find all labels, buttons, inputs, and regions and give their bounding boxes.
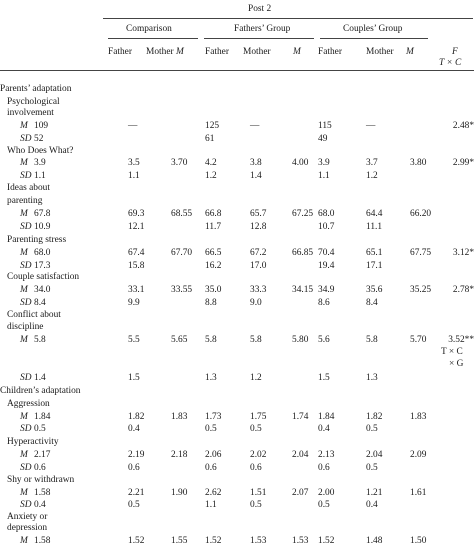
table-cell: 67.25: [292, 209, 314, 219]
label-couple: Couple satisfaction: [7, 272, 80, 282]
table-cell: 67.2: [250, 248, 267, 258]
table-cell: 3.8: [250, 158, 262, 168]
table-cell: 66.85: [292, 248, 314, 258]
table-cell: 2.00: [318, 488, 335, 498]
table-cell: 0.4: [318, 424, 330, 434]
table-cell: 0.5: [34, 424, 46, 434]
col-father-2: Father: [205, 47, 229, 57]
table-cell: 4.00: [292, 158, 309, 168]
table-cell: 3.12*: [452, 248, 474, 258]
table-cell: 5.80: [292, 335, 309, 345]
stat-sd: SD: [20, 373, 32, 383]
table-cell: 3.52**: [448, 335, 474, 345]
table-cell: 3.9: [34, 158, 46, 168]
table-cell: 1.83: [171, 412, 188, 422]
section-parents: Parents’ adaptation: [0, 84, 72, 94]
table-cell: 34.9: [318, 285, 335, 295]
stat-sd: SD: [20, 134, 32, 144]
table-cell: 65.7: [250, 209, 267, 219]
table-cell: 8.4: [366, 298, 378, 308]
table-cell: 1.52: [318, 536, 335, 546]
stat-m: M: [20, 158, 28, 168]
table-cell: 66.5: [205, 248, 222, 258]
table-cell: 65.1: [366, 248, 383, 258]
table-cell: 2.18: [171, 450, 188, 460]
label-stress: Parenting stress: [7, 235, 67, 245]
table-cell: 1.82: [128, 412, 145, 422]
stat-sd: SD: [20, 424, 32, 434]
label-who-does: Who Does What?: [7, 146, 74, 156]
table-cell: 1.75: [250, 412, 267, 422]
table-cell: 8.6: [318, 298, 330, 308]
table-cell: 67.4: [128, 248, 145, 258]
stat-sd: SD: [20, 500, 32, 510]
table-cell: 0.5: [366, 463, 378, 473]
table-cell: —: [366, 121, 376, 131]
col-mother-1: Mother: [146, 47, 174, 57]
stat-sd: SD: [20, 261, 32, 271]
table-cell: 66.20: [410, 209, 432, 219]
col-father-3: Father: [318, 47, 342, 57]
table-cell: 61: [205, 134, 215, 144]
stat-m: M: [20, 248, 28, 258]
table-cell: 2.19: [128, 450, 145, 460]
table-cell: 1.1: [205, 500, 217, 510]
col-m-2: M: [293, 47, 301, 57]
stat-sd: SD: [20, 463, 32, 473]
table-cell: 11.1: [366, 222, 383, 232]
table-cell: 1.1: [34, 171, 46, 181]
table-cell: 5.5: [128, 335, 140, 345]
col-father-1: Father: [108, 47, 132, 57]
table-cell: 9.0: [250, 298, 262, 308]
table-cell: 52: [34, 134, 44, 144]
group-rule-fathers: [204, 38, 314, 39]
table-cell: 3.80: [410, 158, 427, 168]
table-cell: 9.9: [128, 298, 140, 308]
group-comparison: Comparison: [126, 24, 172, 34]
table-cell: 34.15: [292, 285, 314, 295]
table-cell: 1.2: [366, 171, 378, 181]
label-conflict-1: Conflict about: [7, 310, 61, 320]
table-cell: 2.78*: [452, 285, 474, 295]
table-cell: 1.90: [171, 488, 188, 498]
table-cell: 1.58: [34, 488, 51, 498]
group-rule-couples: [320, 38, 428, 39]
table-cell: 1.51: [250, 488, 267, 498]
stat-sd: SD: [20, 298, 32, 308]
table-cell: 2.09: [410, 450, 427, 460]
table-cell: 12.1: [128, 222, 145, 232]
table-cell: 33.1: [128, 285, 145, 295]
table-cell: —: [128, 121, 138, 131]
table-cell: 33.55: [171, 285, 193, 295]
table-cell: 1.21: [366, 488, 383, 498]
table-cell: 1.73: [205, 412, 222, 422]
table-cell: 2.02: [250, 450, 267, 460]
table-cell: 1.1: [318, 171, 330, 181]
table-cell: 0.5: [205, 424, 217, 434]
stat-sd: SD: [20, 222, 32, 232]
label-conflict-2: discipline: [7, 322, 44, 332]
table-cell: 115: [318, 121, 332, 131]
table-cell: 2.17: [34, 450, 51, 460]
table-cell: 5.70: [410, 335, 427, 345]
table-cell: 35.0: [205, 285, 222, 295]
label-ideas-1: Ideas about: [7, 183, 50, 193]
table-cell: 1.50: [410, 536, 427, 546]
table-cell: 0.4: [128, 424, 140, 434]
table-cell: 1.5: [128, 373, 140, 383]
table-cell: 0.5: [250, 424, 262, 434]
group-couples: Couples’ Group: [343, 24, 403, 34]
col-mother-2: Mother: [243, 47, 271, 57]
table-cell: 17.0: [250, 261, 267, 271]
table-cell: 5.65: [171, 335, 188, 345]
section-children: Children’s adaptation: [0, 386, 81, 396]
label-anx-2: depression: [7, 523, 48, 533]
table-cell: 69.3: [128, 209, 145, 219]
label-aggression: Aggression: [7, 399, 50, 409]
table-cell: 0.6: [250, 463, 262, 473]
stat-m: M: [20, 536, 28, 546]
table-cell: 2.13: [318, 450, 335, 460]
table-cell: 5.8: [205, 335, 217, 345]
stat-m: M: [20, 335, 28, 345]
table-cell: 1.53: [292, 536, 309, 546]
table-cell: 0.6: [34, 463, 46, 473]
conflict-ftest-extra-1: T × C: [441, 347, 463, 357]
table-cell: 1.3: [205, 373, 217, 383]
stat-m: M: [20, 121, 28, 131]
table-cell: 67.70: [171, 248, 193, 258]
timepoint-header: Post 2: [248, 4, 272, 14]
table-cell: 1.48: [366, 536, 383, 546]
table-cell: 1.82: [366, 412, 383, 422]
table-cell: 0.5: [128, 500, 140, 510]
table-cell: 35.6: [366, 285, 383, 295]
table-cell: 1.2: [250, 373, 262, 383]
table-cell: 3.70: [171, 158, 188, 168]
table-cell: 34.0: [34, 285, 51, 295]
label-psych-2: involvement: [7, 108, 54, 118]
label-psych-1: Psychological: [7, 97, 60, 107]
table-cell: 2.04: [366, 450, 383, 460]
table-cell: 125: [205, 121, 220, 131]
header-bottom-rule: [0, 70, 474, 71]
table-cell: 4.2: [205, 158, 217, 168]
table-cell: 35.25: [410, 285, 432, 295]
table-cell: 1.84: [318, 412, 335, 422]
table-cell: 2.07: [292, 488, 309, 498]
table-cell: 0.5: [318, 500, 330, 510]
table-cell: 1.58: [34, 536, 51, 546]
table-cell: 68.55: [171, 209, 193, 219]
label-anx-1: Anxiety or: [7, 512, 48, 522]
table-cell: 5.8: [34, 335, 46, 345]
table-cell: 5.8: [366, 335, 378, 345]
table-cell: 33.3: [250, 285, 267, 295]
col-m-3: M: [406, 47, 414, 57]
table-cell: 64.4: [366, 209, 383, 219]
table-cell: 109: [34, 121, 49, 131]
table-cell: 66.8: [205, 209, 222, 219]
table-cell: 1.52: [205, 536, 222, 546]
table-cell: 1.84: [34, 412, 51, 422]
table-cell: 8.8: [205, 298, 217, 308]
table-cell: 1.61: [410, 488, 427, 498]
table-cell: 0.5: [250, 500, 262, 510]
stat-m: M: [20, 488, 28, 498]
conflict-ftest-extra-2: × G: [449, 359, 464, 369]
table-cell: 3.9: [318, 158, 330, 168]
table-cell: 1.52: [128, 536, 145, 546]
table-cell: 0.6: [128, 463, 140, 473]
col-m-1: M: [176, 47, 184, 57]
table-cell: 68.0: [34, 248, 51, 258]
table-cell: 0.6: [205, 463, 217, 473]
stat-m: M: [20, 450, 28, 460]
label-ideas-2: parenting: [7, 196, 43, 206]
table-cell: 10.7: [318, 222, 335, 232]
table-cell: 16.2: [205, 261, 222, 271]
col-mother-3: Mother: [366, 47, 394, 57]
table-cell: 68.0: [318, 209, 335, 219]
table-cell: 2.21: [128, 488, 145, 498]
table-cell: 17.3: [34, 261, 51, 271]
stat-m: M: [20, 285, 28, 295]
table-cell: 5.8: [250, 335, 262, 345]
table-cell: 1.53: [250, 536, 267, 546]
timepoint-rule: [103, 18, 473, 19]
stat-m: M: [20, 412, 28, 422]
group-fathers: Fathers’ Group: [234, 24, 291, 34]
table-cell: 5.6: [318, 335, 330, 345]
table-cell: 67.8: [34, 209, 51, 219]
table-cell: 49: [318, 134, 328, 144]
ftest-header: F: [452, 47, 458, 57]
table-cell: 1.55: [171, 536, 188, 546]
table-cell: 11.7: [205, 222, 222, 232]
table-cell: 1.83: [410, 412, 427, 422]
stat-sd: SD: [20, 171, 32, 181]
label-hyper: Hyperactivity: [7, 437, 59, 447]
table-cell: 2.04: [292, 450, 309, 460]
stat-m: M: [20, 209, 28, 219]
table-cell: 0.5: [366, 424, 378, 434]
ftest-header-2: T × C: [439, 58, 462, 68]
table-cell: 1.5: [318, 373, 330, 383]
table-cell: 19.4: [318, 261, 335, 271]
table-cell: 0.6: [318, 463, 330, 473]
table-cell: 3.5: [128, 158, 140, 168]
table-cell: 0.4: [366, 500, 378, 510]
table-cell: 10.9: [34, 222, 51, 232]
table-cell: 17.1: [366, 261, 383, 271]
table-cell: 67.75: [410, 248, 432, 258]
table-cell: 8.4: [34, 298, 46, 308]
table-cell: 2.48*: [452, 121, 474, 131]
table-cell: 70.4: [318, 248, 335, 258]
table-cell: 1.4: [250, 171, 262, 181]
table-cell: 1.3: [366, 373, 378, 383]
table-cell: 12.8: [250, 222, 267, 232]
label-shy: Shy or withdrawn: [7, 475, 75, 485]
table-cell: 2.99*: [452, 158, 474, 168]
table-cell: —: [250, 121, 260, 131]
table-cell: 1.4: [34, 373, 46, 383]
table-cell: 1.1: [128, 171, 140, 181]
group-rule-comparison: [108, 38, 198, 39]
table-cell: 1.2: [205, 171, 217, 181]
table-cell: 3.7: [366, 158, 378, 168]
table-cell: 2.06: [205, 450, 222, 460]
table-cell: 2.62: [205, 488, 222, 498]
table-cell: 0.4: [34, 500, 46, 510]
table-cell: 1.74: [292, 412, 309, 422]
table-cell: 15.8: [128, 261, 145, 271]
